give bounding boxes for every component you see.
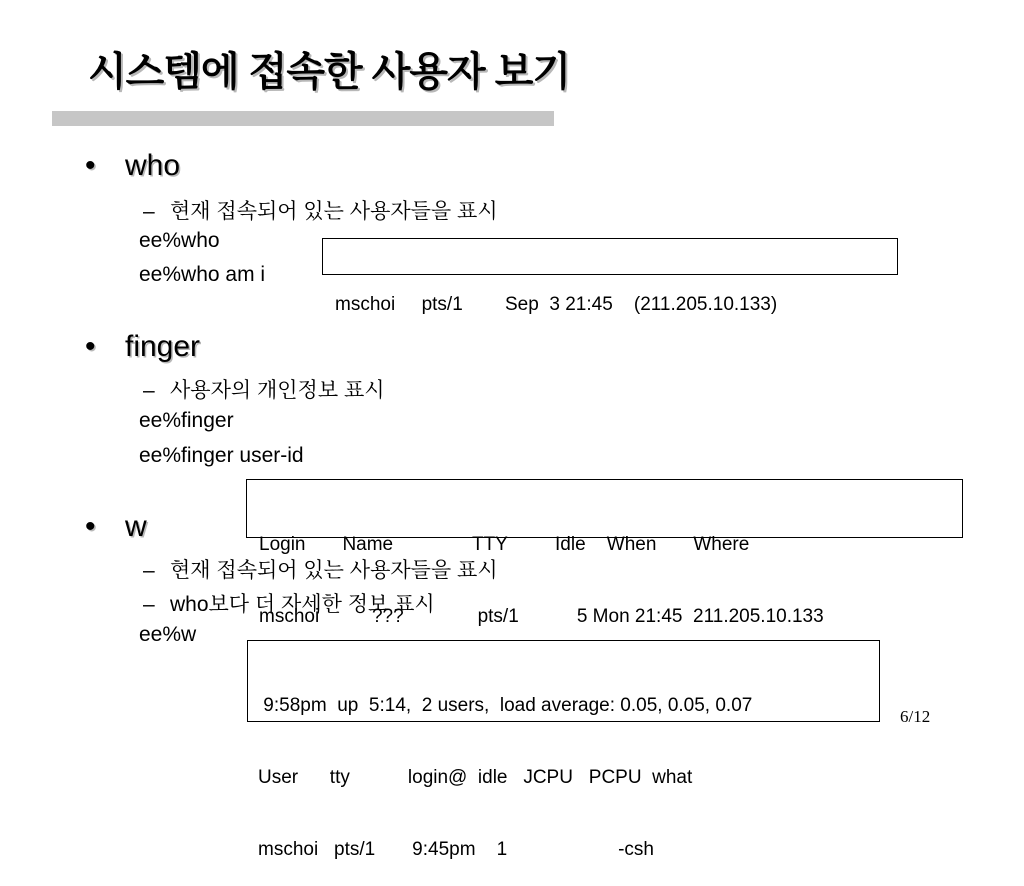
w-output-box — [247, 640, 880, 860]
who-heading: who — [125, 149, 181, 182]
bullet-dot-icon: • — [85, 510, 96, 543]
finger-user-id-command: ee%finger user-id — [139, 444, 304, 467]
who-bullet-item — [85, 149, 180, 183]
w-output-data-row: mschoi pts/1 9:45pm 1 -csh — [258, 839, 654, 860]
w-description-1 — [143, 554, 498, 584]
who-output-box — [322, 238, 898, 315]
dash-icon: – — [143, 200, 155, 223]
w-output-header-row: User tty login@ idle JCPU PCPU what — [258, 767, 693, 788]
who-command: ee%who — [139, 229, 220, 252]
bullet-dot-icon: • — [85, 330, 96, 363]
finger-heading: finger — [125, 330, 201, 363]
title-underline-bar — [52, 111, 554, 126]
w-heading: w — [125, 510, 147, 543]
dash-icon: – — [143, 593, 155, 616]
slide-title: 시스템에 접속한 사용자 보기 — [88, 50, 571, 94]
w-description-2 — [143, 588, 435, 618]
w-bullet-item — [85, 510, 147, 544]
finger-command: ee%finger — [139, 409, 234, 432]
finger-description-text: 사용자의 개인정보 표시 — [170, 379, 385, 402]
who-description-text: 현재 접속되어 있는 사용자들을 표시 — [170, 200, 498, 223]
bullet-dot-icon: • — [85, 149, 96, 182]
who-output-line: mschoi pts/1 Sep 3 21:45 (211.205.10.133) — [335, 294, 778, 315]
w-description-2-text: who보다 더 자세한 정보 표시 — [170, 593, 435, 616]
dash-icon: – — [143, 379, 155, 402]
finger-bullet-item — [85, 330, 200, 364]
who-description — [143, 195, 498, 225]
w-output-uptime-row: 9:58pm up 5:14, 2 users, load average: 0.05, 0.05, 0.07 — [258, 695, 753, 716]
finger-output-data-row: mschoi ??? pts/1 5 Mon 21:45 211.205.10.133 — [259, 606, 824, 627]
page-number: 6/12 — [900, 707, 931, 726]
who-am-i-command: ee%who am i — [139, 263, 266, 286]
finger-output-header-row: Login Name TTY Idle When Where — [259, 534, 750, 555]
w-command: ee%w — [139, 623, 197, 646]
finger-description — [143, 374, 385, 404]
dash-icon: – — [143, 559, 155, 582]
w-description-1-text: 현재 접속되어 있는 사용자들을 표시 — [170, 559, 498, 582]
